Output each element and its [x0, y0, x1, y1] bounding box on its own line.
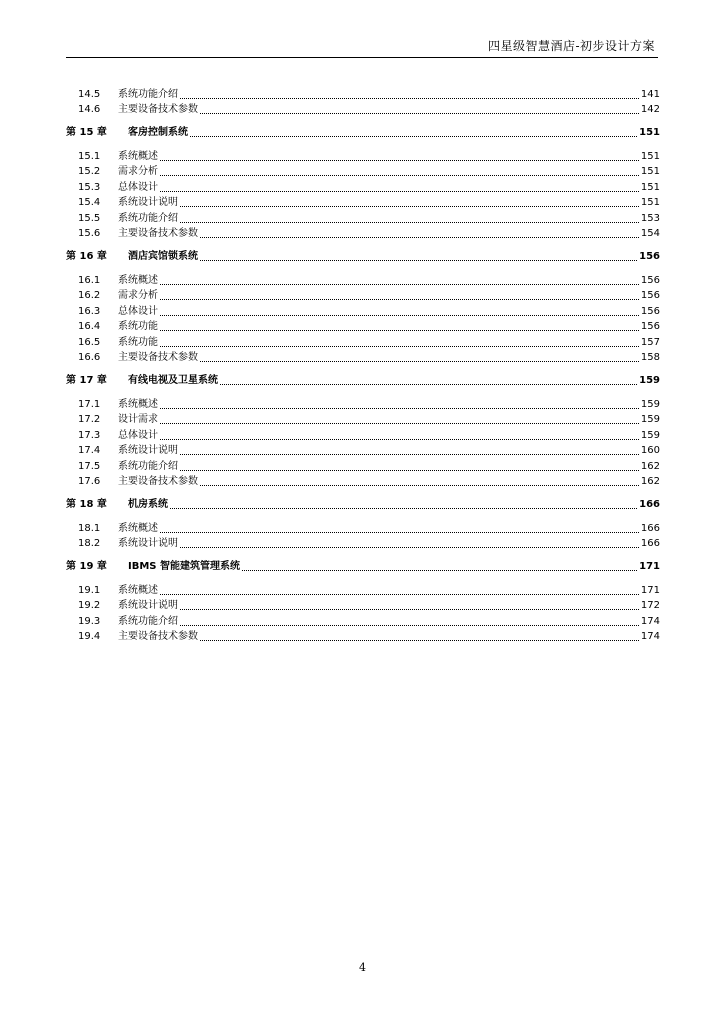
- toc-entry-number: 第 17 章: [66, 375, 107, 386]
- toc-entry-title: 总体设计: [118, 305, 158, 317]
- toc-dot-leader: [160, 283, 639, 285]
- toc-entry-title: 系统设计说明: [118, 445, 178, 456]
- toc-chapter-row[interactable]: [66, 247, 660, 264]
- toc-section-row[interactable]: [66, 474, 660, 490]
- toc-entry-number: 15.3: [78, 181, 101, 193]
- toc-entry-page: 151: [640, 197, 660, 208]
- toc-dot-leader: [180, 469, 639, 471]
- toc-dot-leader: [180, 221, 639, 223]
- toc-entry-title: 系统概述: [118, 398, 158, 410]
- toc-entry-title: 总体设计: [118, 181, 158, 193]
- toc-entry-page: 159: [640, 429, 660, 441]
- toc-dot-leader: [200, 259, 637, 261]
- toc-entry-number: 16.5: [78, 336, 101, 348]
- toc-entry-page: 174: [640, 631, 660, 642]
- toc-section-row[interactable]: [66, 319, 660, 335]
- toc-dot-leader: [180, 97, 639, 99]
- toc-entry-number: 第 16 章: [66, 251, 107, 262]
- toc-entry-title: 系统概述: [118, 522, 158, 534]
- toc-entry-page: 160: [640, 445, 660, 456]
- toc-section-row[interactable]: [66, 427, 660, 443]
- toc-entry-title: 系统功能: [118, 321, 158, 332]
- toc-entry-title: 系统功能介绍: [118, 212, 178, 224]
- toc-section-row[interactable]: [66, 303, 660, 319]
- toc-entry-number: 16.2: [78, 290, 101, 301]
- toc-dot-leader: [160, 298, 639, 300]
- toc-entry-number: 19.3: [78, 615, 101, 627]
- toc-entry-number: 19.1: [78, 584, 101, 596]
- toc-entry-title: 系统功能介绍: [118, 615, 178, 627]
- toc-section-row[interactable]: [66, 598, 660, 614]
- toc-dot-leader: [190, 135, 637, 137]
- toc-dot-leader: [160, 345, 639, 347]
- toc-entry-title: 系统概述: [118, 150, 158, 162]
- toc-entry-page: 154: [640, 228, 660, 239]
- toc-section-row[interactable]: [66, 334, 660, 350]
- toc-entry-number: 16.1: [78, 274, 101, 286]
- toc-entry-number: 17.1: [78, 398, 101, 410]
- toc-entry-page: 156: [640, 290, 660, 301]
- toc-entry-page: 153: [640, 212, 660, 224]
- toc-entry-title: 系统功能介绍: [118, 88, 178, 100]
- toc-entry-title: 系统概述: [118, 274, 158, 286]
- toc-entry-number: 第 15 章: [66, 127, 107, 138]
- toc-section-row[interactable]: [66, 443, 660, 459]
- toc-section-row[interactable]: [66, 195, 660, 211]
- toc-section-row[interactable]: [66, 350, 660, 366]
- toc-dot-leader: [180, 608, 639, 610]
- toc-dot-leader: [160, 174, 639, 176]
- toc-section-row[interactable]: [66, 102, 660, 118]
- toc-dot-leader: [200, 360, 639, 362]
- toc-section-row[interactable]: [66, 179, 660, 195]
- toc-entry-page: 172: [640, 600, 660, 611]
- toc-entry-number: 16.6: [78, 352, 101, 363]
- toc-entry-page: 159: [639, 375, 660, 386]
- toc-entry-page: 151: [639, 127, 660, 138]
- toc-entry-number: 15.6: [78, 228, 101, 239]
- toc-entry-page: 159: [640, 414, 660, 425]
- page-header: [66, 37, 658, 58]
- toc-section-row[interactable]: [66, 536, 660, 552]
- toc-entry-page: 158: [640, 352, 660, 363]
- toc-entry-title: 需求分析: [118, 166, 158, 177]
- toc-entry-page: 162: [640, 460, 660, 472]
- toc-dot-leader: [200, 112, 639, 114]
- toc-entry-number: 16.4: [78, 321, 101, 332]
- toc-entry-page: 157: [640, 336, 660, 348]
- toc-entry-page: 166: [639, 499, 660, 510]
- toc-entry-number: 第 19 章: [66, 561, 107, 572]
- toc-entry-number: 14.6: [78, 104, 101, 115]
- toc-chapter-row[interactable]: [66, 123, 660, 140]
- toc-entry-page: 151: [640, 150, 660, 162]
- toc-section-row[interactable]: [66, 288, 660, 304]
- toc-dot-leader: [180, 624, 639, 626]
- toc-entry-title: 系统设计说明: [118, 538, 178, 549]
- toc-entry-number: 15.1: [78, 150, 101, 162]
- toc-entry-title: 系统设计说明: [118, 197, 178, 208]
- toc-entry-title: 客房控制系统: [128, 127, 188, 138]
- toc-entry-title: 系统概述: [118, 584, 158, 596]
- toc-entry-page: 142: [640, 104, 660, 115]
- toc-entry-title: 主要设备技术参数: [118, 352, 198, 363]
- toc-entry-page: 156: [640, 305, 660, 317]
- toc-dot-leader: [220, 383, 637, 385]
- toc-entry-page: 166: [640, 522, 660, 534]
- toc-dot-leader: [160, 190, 639, 192]
- toc-entry-title: 主要设备技术参数: [118, 476, 198, 487]
- toc-section-row[interactable]: [66, 396, 660, 412]
- toc-dot-leader: [180, 546, 639, 548]
- toc-section-row[interactable]: [66, 226, 660, 242]
- toc-entry-number: 17.4: [78, 445, 101, 456]
- toc-section-row[interactable]: [66, 86, 660, 102]
- toc-entry-title: 主要设备技术参数: [118, 631, 198, 642]
- toc-section-row[interactable]: [66, 613, 660, 629]
- toc-entry-title: 机房系统: [128, 499, 168, 510]
- toc-entry-number: 18.2: [78, 538, 101, 549]
- toc-entry-title: 系统功能介绍: [118, 460, 178, 472]
- toc-entry-page: 141: [640, 88, 660, 100]
- toc-dot-leader: [160, 422, 639, 424]
- toc-section-row[interactable]: [66, 210, 660, 226]
- toc-entry-page: 156: [639, 251, 660, 262]
- toc-entry-title: 系统功能: [118, 336, 158, 348]
- toc-entry-number: 16.3: [78, 305, 101, 317]
- toc-entry-title: 有线电视及卫星系统: [128, 375, 218, 386]
- toc-entry-title: IBMS 智能建筑管理系统: [128, 561, 240, 572]
- toc-entry-title: 设计需求: [118, 414, 158, 425]
- toc-dot-leader: [160, 329, 639, 331]
- document-title: 四星级智慧酒店-初步设计方案: [487, 39, 655, 53]
- toc-entry-number: 第 18 章: [66, 499, 107, 510]
- toc-entry-title: 总体设计: [118, 429, 158, 441]
- toc-entry-page: 159: [640, 398, 660, 410]
- toc-entry-page: 156: [640, 321, 660, 332]
- toc-section-row[interactable]: [66, 148, 660, 164]
- toc-entry-number: 14.5: [78, 88, 101, 100]
- toc-section-row[interactable]: [66, 520, 660, 536]
- toc-entry-number: 17.2: [78, 414, 101, 425]
- toc-dot-leader: [160, 314, 639, 316]
- toc-entry-title: 主要设备技术参数: [118, 104, 198, 115]
- toc-entry-page: 156: [640, 274, 660, 286]
- toc-entry-page: 171: [640, 584, 660, 596]
- toc-entry-page: 166: [640, 538, 660, 549]
- toc-dot-leader: [160, 407, 639, 409]
- toc-dot-leader: [242, 569, 637, 571]
- toc-dot-leader: [170, 507, 637, 509]
- toc-chapter-row[interactable]: [66, 557, 660, 574]
- toc-section-row[interactable]: [66, 412, 660, 428]
- toc-entry-page: 174: [640, 615, 660, 627]
- toc-chapter-row[interactable]: [66, 495, 660, 512]
- toc-entry-page: 151: [640, 181, 660, 193]
- toc-entry-number: 18.1: [78, 522, 101, 534]
- toc-chapter-row[interactable]: [66, 371, 660, 388]
- toc-section-row[interactable]: [66, 458, 660, 474]
- toc-dot-leader: [200, 236, 639, 238]
- toc-section-row[interactable]: [66, 629, 660, 645]
- table-of-contents: [66, 86, 660, 644]
- toc-section-row[interactable]: [66, 582, 660, 598]
- toc-entry-number: 19.2: [78, 600, 101, 611]
- toc-entry-number: 19.4: [78, 631, 101, 642]
- toc-dot-leader: [180, 205, 639, 207]
- toc-entry-title: 酒店宾馆锁系统: [128, 251, 198, 262]
- toc-entry-number: 17.5: [78, 460, 101, 472]
- toc-dot-leader: [180, 453, 639, 455]
- toc-entry-number: 15.2: [78, 166, 101, 177]
- toc-section-row[interactable]: [66, 164, 660, 180]
- toc-dot-leader: [160, 593, 639, 595]
- toc-entry-page: 171: [639, 561, 660, 572]
- toc-entry-number: 15.4: [78, 197, 101, 208]
- toc-entry-page: 162: [640, 476, 660, 487]
- toc-dot-leader: [160, 159, 639, 161]
- toc-entry-title: 系统设计说明: [118, 600, 178, 611]
- toc-section-row[interactable]: [66, 272, 660, 288]
- toc-entry-page: 151: [640, 166, 660, 177]
- toc-dot-leader: [160, 531, 639, 533]
- page-number: 4: [359, 961, 366, 974]
- toc-entry-number: 15.5: [78, 212, 101, 224]
- toc-entry-title: 需求分析: [118, 290, 158, 301]
- toc-dot-leader: [160, 438, 639, 440]
- toc-entry-number: 17.3: [78, 429, 101, 441]
- toc-entry-title: 主要设备技术参数: [118, 228, 198, 239]
- toc-dot-leader: [200, 484, 639, 486]
- toc-entry-number: 17.6: [78, 476, 101, 487]
- toc-dot-leader: [200, 639, 639, 641]
